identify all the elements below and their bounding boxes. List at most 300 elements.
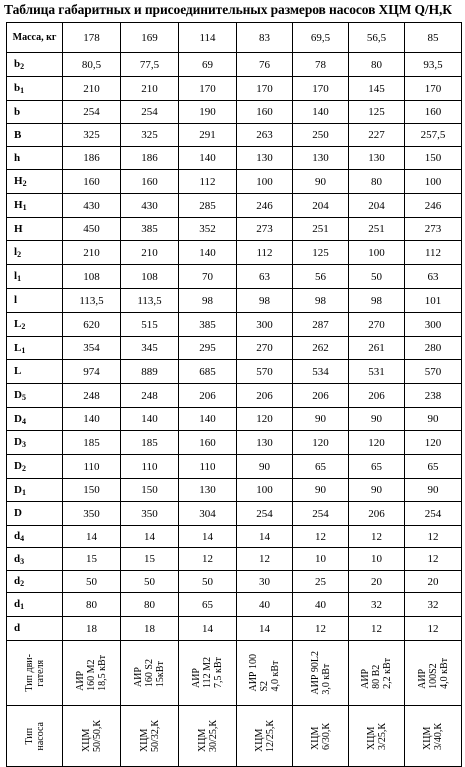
dimension-cell: 100: [237, 170, 293, 194]
dimension-cell: 170: [293, 77, 349, 101]
dimension-row: [7, 313, 462, 337]
motor-row-line: АИР: [416, 668, 428, 689]
dimension-cell: 210: [121, 241, 179, 265]
dimension-symbol: H: [14, 175, 23, 187]
pump-row-label: [7, 706, 63, 767]
dimension-row: [7, 124, 462, 147]
motor-row-line: 160 М2: [86, 659, 97, 691]
dimension-symbol: D: [14, 483, 22, 496]
dimension-cell: 69: [179, 53, 237, 77]
dimension-row: [7, 218, 462, 241]
dimension-cell: 185: [63, 431, 121, 455]
dimension-cell: 70: [179, 265, 237, 289]
dimension-cell: 251: [349, 218, 405, 241]
dimension-row: [7, 147, 462, 170]
dimension-cell: 254: [237, 502, 293, 526]
dimension-subscript: 1: [21, 487, 26, 497]
motor-row-label: [7, 641, 63, 706]
dimension-cell: 108: [121, 265, 179, 289]
dimension-cell: 160: [237, 101, 293, 124]
dimension-cell: 570: [405, 360, 462, 384]
dimension-cell: 248: [121, 384, 179, 408]
dimension-cell: 263: [237, 124, 293, 147]
dimension-label: [7, 313, 63, 337]
motor-row-line: АИР 100: [248, 654, 259, 692]
dimension-cell: 206: [293, 384, 349, 408]
dimension-cell: 130: [237, 147, 293, 170]
dimension-symbol: b: [14, 58, 21, 70]
dimension-cell: 270: [237, 337, 293, 360]
pump-row-cell: [63, 706, 121, 767]
dimension-label: [7, 526, 63, 548]
dimension-cell: 100: [349, 241, 405, 265]
dimension-cell: 14: [179, 526, 237, 548]
dimension-label: [7, 548, 63, 571]
dimension-cell: 273: [405, 218, 462, 241]
dimension-cell: 352: [179, 218, 237, 241]
dimension-cell: 291: [179, 124, 237, 147]
dimension-row: [7, 593, 462, 617]
mass-cell: 69,5: [293, 23, 349, 53]
dimension-cell: 12: [237, 548, 293, 571]
pump-row-cell: [121, 706, 179, 767]
motor-row-line: АИР 90L2: [309, 651, 321, 695]
dimension-symbol: L: [14, 318, 22, 330]
dimension-cell: 90: [293, 170, 349, 194]
dimension-row: [7, 479, 462, 502]
dimension-symbol: H: [14, 199, 23, 211]
dimension-cell: 32: [405, 593, 462, 617]
motor-row-line: 7,5 кВт: [213, 657, 224, 689]
dimension-cell: 120: [349, 431, 405, 455]
dimension-subscript: 2: [17, 250, 22, 259]
pump-row-line: 50/32,К: [149, 720, 161, 752]
dimension-label: [7, 593, 63, 617]
dimension-label: [7, 124, 63, 147]
dimension-cell: 12: [405, 526, 462, 548]
dimension-cell: 98: [349, 289, 405, 313]
dimension-cell: 227: [349, 124, 405, 147]
dimension-cell: 160: [179, 431, 237, 455]
dimension-row: [7, 265, 462, 289]
dimension-cell: 246: [405, 194, 462, 218]
dimension-cell: 130: [349, 147, 405, 170]
dimension-cell: 100: [237, 479, 293, 502]
dimension-cell: 63: [237, 265, 293, 289]
dimension-row: [7, 408, 462, 431]
dimension-cell: 78: [293, 53, 349, 77]
motor-row-line: S2: [259, 681, 270, 692]
dimension-cell: 65: [179, 593, 237, 617]
motor-row-cell: [121, 641, 179, 706]
dimension-symbol: D: [14, 460, 22, 472]
pump-row-cell: [293, 706, 349, 767]
dimension-cell: 90: [237, 455, 293, 479]
motor-row-line: 80 В2: [371, 664, 382, 689]
dimension-cell: 98: [237, 289, 293, 313]
mass-cell: 83: [237, 23, 293, 53]
dimension-cell: 80: [121, 593, 179, 617]
dimension-label: [7, 431, 63, 455]
dimension-cell: 685: [179, 360, 237, 384]
mass-label: Масса, кг: [7, 23, 63, 53]
dimension-label: [7, 147, 63, 170]
dimension-cell: 125: [293, 241, 349, 265]
dimension-cell: 100: [405, 170, 462, 194]
dimension-cell: 325: [63, 124, 121, 147]
dimension-cell: 204: [349, 194, 405, 218]
dimension-subscript: 2: [20, 579, 25, 588]
dimension-label: [7, 170, 63, 194]
dimension-cell: 56: [293, 265, 349, 289]
dimension-row: [7, 526, 462, 548]
dimension-cell: 112: [237, 241, 293, 265]
dimension-cell: 108: [63, 265, 121, 289]
pump-row-line: 50/50,К: [91, 720, 103, 752]
dimension-cell: 570: [237, 360, 293, 384]
dimension-symbol: b: [14, 82, 21, 94]
dimension-cell: 14: [121, 526, 179, 548]
dimension-cell: 20: [349, 571, 405, 593]
dimension-cell: 534: [293, 360, 349, 384]
dimension-cell: 15: [63, 548, 121, 571]
dimension-cell: 30: [237, 571, 293, 593]
dimension-cell: 76: [237, 53, 293, 77]
pump-row-cell: [179, 706, 237, 767]
dimension-cell: 120: [405, 431, 462, 455]
dimension-symbol: L: [14, 365, 22, 377]
dimension-cell: 186: [63, 147, 121, 170]
mass-cell: 178: [63, 23, 121, 53]
dimension-cell: 262: [293, 337, 349, 360]
dimension-cell: 210: [63, 241, 121, 265]
dimension-cell: 254: [405, 502, 462, 526]
dimension-cell: 206: [179, 384, 237, 408]
mass-cell: 114: [179, 23, 237, 53]
dimension-label: [7, 360, 63, 384]
motor-row-line: АИР: [360, 668, 371, 689]
dimension-symbol: l: [14, 246, 18, 258]
mass-cell: 169: [121, 23, 179, 53]
dimension-label: [7, 265, 63, 289]
dimension-cell: 385: [121, 218, 179, 241]
dimension-cell: 325: [121, 124, 179, 147]
dimension-cell: 273: [237, 218, 293, 241]
dimension-label: [7, 218, 63, 241]
motor-row-line: 160 S2: [144, 658, 155, 688]
dimension-row: [7, 455, 462, 479]
dimension-symbol: d: [14, 598, 21, 610]
dimension-cell: 98: [293, 289, 349, 313]
pump-row-line: ХЦМ: [80, 728, 92, 752]
motor-row-line: 3,0 кВт: [320, 663, 332, 695]
dimension-cell: 93,5: [405, 53, 462, 77]
dimension-cell: 430: [121, 194, 179, 218]
dimension-subscript: 1: [20, 602, 25, 611]
dimension-cell: 65: [405, 455, 462, 479]
dimension-cell: 248: [63, 384, 121, 408]
dimension-cell: 14: [237, 617, 293, 641]
pump-row-line: ХЦМ: [196, 728, 208, 752]
dimension-cell: 14: [237, 526, 293, 548]
motor-row-line: АИР: [191, 668, 202, 689]
dimension-cell: 120: [293, 431, 349, 455]
dimension-cell: 65: [349, 455, 405, 479]
dimension-cell: 80,5: [63, 53, 121, 77]
motor-row-cell: [405, 641, 462, 706]
dimension-cell: 90: [405, 408, 462, 431]
dimension-cell: 140: [179, 147, 237, 170]
dimension-cell: 140: [179, 408, 237, 431]
dimension-cell: 246: [237, 194, 293, 218]
dimension-cell: 251: [293, 218, 349, 241]
dimension-cell: 12: [405, 548, 462, 571]
dimension-cell: 80: [63, 593, 121, 617]
dimension-cell: 63: [405, 265, 462, 289]
dimension-row: [7, 289, 462, 313]
dimension-cell: 206: [349, 384, 405, 408]
dimension-cell: 204: [293, 194, 349, 218]
dimension-symbol: b: [14, 105, 21, 118]
dimension-subscript: 2: [21, 464, 26, 473]
dimension-cell: 98: [179, 289, 237, 313]
dimension-cell: 304: [179, 502, 237, 526]
dimension-cell: 10: [349, 548, 405, 571]
pump-row-cell: [349, 706, 405, 767]
dimension-cell: 90: [293, 408, 349, 431]
dimension-label: [7, 241, 63, 265]
dimension-cell: 974: [63, 360, 121, 384]
motor-row-line: 15кВт: [155, 661, 166, 688]
pump-row-line: ХЦМ: [309, 726, 321, 750]
motor-row-label-line: гателя: [34, 659, 46, 687]
dimension-row: [7, 502, 462, 526]
dimension-cell: 125: [349, 101, 405, 124]
dimension-cell: 15: [121, 548, 179, 571]
dimension-row: [7, 337, 462, 360]
dimension-label: [7, 289, 63, 313]
dimension-label: [7, 101, 63, 124]
dimension-subscript: 3: [20, 556, 25, 566]
dimension-cell: 77,5: [121, 53, 179, 77]
dimension-symbol: d: [14, 552, 21, 565]
dimension-row: [7, 194, 462, 218]
dimension-cell: 12: [293, 526, 349, 548]
dimension-cell: 130: [179, 479, 237, 502]
mass-cell: 56,5: [349, 23, 405, 53]
dimension-cell: 145: [349, 77, 405, 101]
dimension-cell: 150: [405, 147, 462, 170]
dimension-cell: 10: [293, 548, 349, 571]
dimension-cell: 140: [179, 241, 237, 265]
dimension-cell: 170: [237, 77, 293, 101]
dimension-cell: 206: [349, 502, 405, 526]
dimension-cell: 254: [293, 502, 349, 526]
pump-row-line: ХЦМ: [253, 728, 265, 752]
motor-row-cell: [293, 641, 349, 706]
dimension-label: [7, 502, 63, 526]
dimension-label: [7, 194, 63, 218]
dimension-cell: 261: [349, 337, 405, 360]
dimension-cell: 90: [405, 479, 462, 502]
dimension-cell: 112: [179, 170, 237, 194]
dimension-cell: 12: [349, 617, 405, 641]
dimension-cell: 889: [121, 360, 179, 384]
dimension-row: [7, 548, 462, 571]
dimension-cell: 120: [237, 408, 293, 431]
dimension-subscript: 1: [22, 203, 27, 212]
dimension-label: [7, 617, 63, 641]
motor-row-line: 18,5 кВт: [97, 655, 108, 691]
dimension-cell: 350: [63, 502, 121, 526]
dimension-symbol: l: [14, 270, 18, 282]
dimension-subscript: 5: [21, 393, 26, 402]
dimension-subscript: 1: [21, 345, 26, 355]
dimension-cell: 285: [179, 194, 237, 218]
dimension-row: [7, 431, 462, 455]
dimension-row: [7, 241, 462, 265]
dimension-cell: 345: [121, 337, 179, 360]
dimension-cell: 12: [405, 617, 462, 641]
dimension-cell: 620: [63, 313, 121, 337]
dimension-cell: 12: [349, 526, 405, 548]
dimensions-table: [6, 22, 462, 767]
dimension-cell: 20: [405, 571, 462, 593]
dimension-cell: 110: [63, 455, 121, 479]
dimension-row: [7, 617, 462, 641]
dimension-cell: 50: [121, 571, 179, 593]
dimension-label: [7, 455, 63, 479]
dimension-cell: 90: [349, 408, 405, 431]
dimension-cell: 130: [237, 431, 293, 455]
dimension-cell: 250: [293, 124, 349, 147]
dimension-cell: 515: [121, 313, 179, 337]
dimension-cell: 113,5: [63, 289, 121, 313]
dimension-symbol: d: [14, 530, 21, 542]
motor-row-line: 4,0 кВт: [270, 660, 281, 692]
motor-row-cell: [63, 641, 121, 706]
dimension-cell: 206: [237, 384, 293, 408]
dimension-label: [7, 571, 63, 593]
dimension-cell: 140: [293, 101, 349, 124]
dimension-subscript: 4: [20, 534, 25, 543]
dimension-cell: 25: [293, 571, 349, 593]
dimension-row: [7, 77, 462, 101]
dimension-symbol: B: [14, 128, 22, 141]
dimension-cell: 140: [63, 408, 121, 431]
dimension-cell: 50: [63, 571, 121, 593]
dimension-cell: 430: [63, 194, 121, 218]
dimension-cell: 270: [349, 313, 405, 337]
motor-row-line: 2,2 кВт: [382, 657, 393, 689]
dimension-symbol: D: [14, 412, 22, 425]
dimension-cell: 300: [237, 313, 293, 337]
dimension-label: [7, 337, 63, 360]
dimension-cell: 300: [405, 313, 462, 337]
mass-cell: 85: [405, 23, 462, 53]
dimension-cell: 14: [179, 617, 237, 641]
motor-row-cell: [179, 641, 237, 706]
motor-row-line: АИР: [75, 670, 86, 691]
dimension-subscript: 2: [20, 62, 25, 71]
dimension-cell: 385: [179, 313, 237, 337]
dimension-symbol: L: [14, 341, 22, 354]
motor-row-line: 112 М2: [202, 657, 213, 689]
motor-row: [7, 641, 462, 706]
dimension-label: [7, 479, 63, 502]
pump-row-line: 30/25,К: [207, 720, 219, 752]
motor-row-cell: [237, 641, 293, 706]
dimension-cell: 295: [179, 337, 237, 360]
dimension-subscript: 2: [21, 322, 26, 331]
dimension-cell: 90: [349, 479, 405, 502]
pump-row-cell: [405, 706, 462, 767]
dimension-cell: 257,5: [405, 124, 462, 147]
dimension-cell: 280: [405, 337, 462, 360]
dimension-label: [7, 408, 63, 431]
dimension-cell: 112: [405, 241, 462, 265]
dimension-cell: 254: [63, 101, 121, 124]
dimension-cell: 110: [179, 455, 237, 479]
pump-row-line: 3/25,К: [376, 722, 388, 750]
dimension-subscript: 2: [22, 179, 27, 188]
motor-row-line: АИР: [133, 667, 144, 688]
dimension-cell: 160: [63, 170, 121, 194]
dimension-row: [7, 360, 462, 384]
dimension-cell: 32: [349, 593, 405, 617]
dimension-cell: 130: [293, 147, 349, 170]
dimension-cell: 160: [121, 170, 179, 194]
dimension-symbol: H: [14, 222, 23, 235]
pump-row-line: ХЦМ: [365, 726, 377, 750]
dimension-subscript: 1: [20, 86, 25, 95]
dimension-symbol: d: [14, 575, 21, 587]
pump-row-line: 12/25,К: [264, 720, 276, 752]
dimension-cell: 354: [63, 337, 121, 360]
dimension-label: [7, 384, 63, 408]
dimension-cell: 160: [405, 101, 462, 124]
table-title: Таблица габаритных и присоединительных размеров насосов ХЦМ Q/Н,К: [4, 2, 452, 17]
dimension-cell: 531: [349, 360, 405, 384]
dimension-row: [7, 53, 462, 77]
dimension-cell: 210: [63, 77, 121, 101]
dimension-cell: 40: [237, 593, 293, 617]
dimension-row: [7, 170, 462, 194]
dimension-subscript: 3: [21, 440, 26, 449]
dimension-cell: 50: [349, 265, 405, 289]
dimension-cell: 50: [179, 571, 237, 593]
pump-row-line: 6/30,К: [320, 722, 332, 750]
pump-row-line: ХЦМ: [138, 728, 150, 752]
dimension-cell: 150: [63, 479, 121, 502]
dimension-cell: 150: [121, 479, 179, 502]
pump-row: [7, 706, 462, 767]
dimension-cell: 18: [121, 617, 179, 641]
motor-row-line: 100S2: [427, 662, 439, 689]
dimension-cell: 350: [121, 502, 179, 526]
dimension-symbol: D: [14, 436, 22, 448]
dimension-subscript: 1: [17, 274, 22, 283]
motor-row-label-line: Тип дви-: [23, 654, 35, 692]
dimension-row: [7, 571, 462, 593]
dimension-cell: 80: [349, 53, 405, 77]
dimension-cell: 80: [349, 170, 405, 194]
dimension-cell: 190: [179, 101, 237, 124]
dimension-subscript: 4: [21, 416, 26, 426]
dimension-cell: 18: [63, 617, 121, 641]
dimension-label: [7, 53, 63, 77]
dimension-cell: 450: [63, 218, 121, 241]
